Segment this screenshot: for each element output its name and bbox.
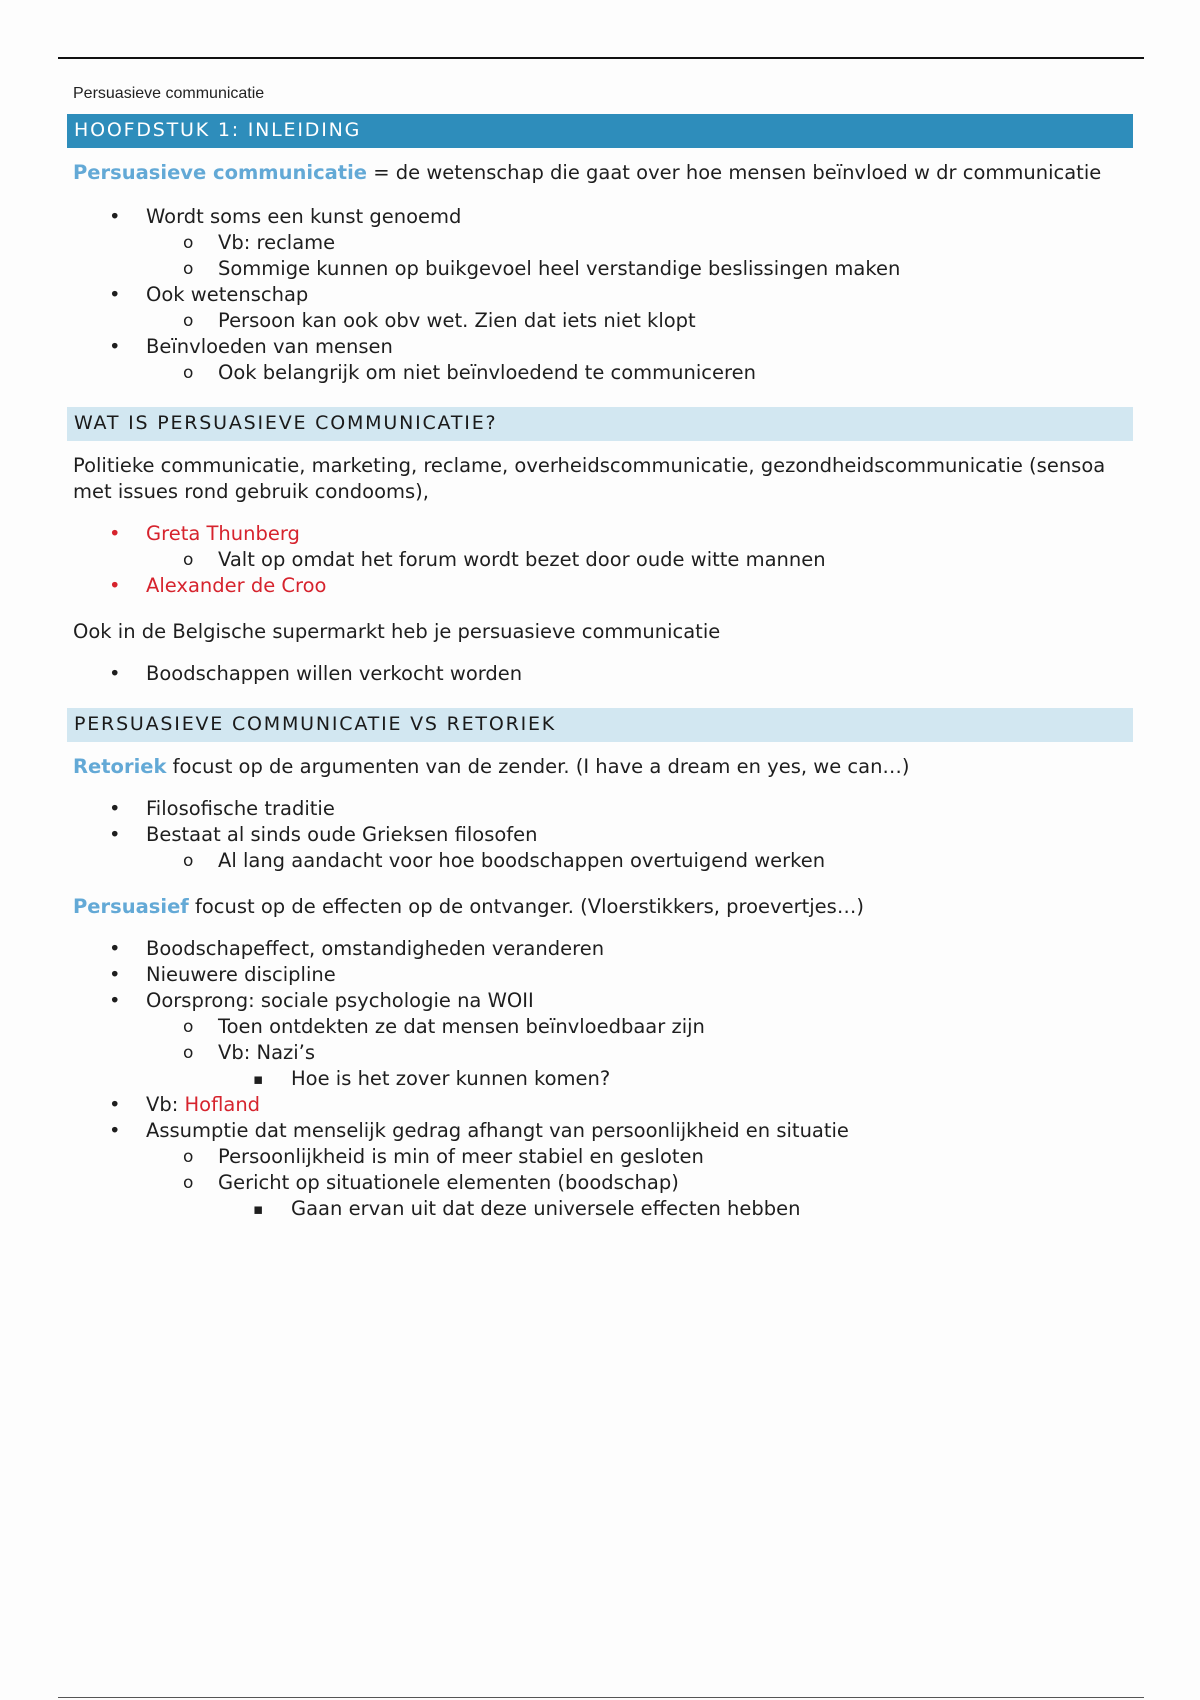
list-item: o Sommige kunnen op buikgevoel heel verstandige beslissingen maken bbox=[67, 256, 1133, 282]
list-item: o Toen ontdekten ze dat mensen beïnvloedbaar zijn bbox=[67, 1014, 1133, 1040]
section-heading: PERSUASIEVE COMMUNICATIE VS RETORIEK bbox=[67, 708, 1133, 742]
list-item: ▪ Hoe is het zover kunnen komen? bbox=[67, 1066, 1133, 1092]
list-item: • Ook wetenschap bbox=[67, 282, 1133, 308]
persuasief-term: Persuasief bbox=[73, 895, 189, 918]
list-item: o Persoon kan ook obv wet. Zien dat iets niet klopt bbox=[67, 308, 1133, 334]
list-item: • Bestaat al sinds oude Grieksen filosofen bbox=[67, 822, 1133, 848]
section-paragraph: Ook in de Belgische supermarkt heb je persuasieve communicatie bbox=[73, 620, 721, 643]
running-title: Persuasieve communicatie bbox=[73, 85, 265, 102]
list-item: • Beïnvloeden van mensen bbox=[67, 334, 1133, 360]
list-item: • Wordt soms een kunst genoemd bbox=[67, 204, 1133, 230]
definition-term: Persuasieve communicatie bbox=[73, 161, 368, 184]
intro-list bbox=[67, 204, 1133, 386]
list-item: o Vb: Nazi’s bbox=[67, 1040, 1133, 1066]
list-item: o Gericht op situationele elementen (boodschap) bbox=[67, 1170, 1133, 1196]
example-prefix: Vb: bbox=[146, 1093, 185, 1116]
list-item: o Valt op omdat het forum wordt bezet door oude witte mannen bbox=[67, 547, 1133, 573]
list-item bbox=[67, 1092, 1133, 1118]
persuasief-paragraph bbox=[73, 894, 1127, 920]
definition-paragraph bbox=[73, 160, 1127, 186]
list-item: o Vb: reclame bbox=[67, 230, 1133, 256]
list-item: • Boodschapeffect, omstandigheden veranderen bbox=[67, 936, 1133, 962]
list-item: • Filosofische traditie bbox=[67, 796, 1133, 822]
list-item: • Oorsprong: sociale psychologie na WOII bbox=[67, 988, 1133, 1014]
footer-rule bbox=[58, 1697, 1144, 1698]
list-item: • Assumptie dat menselijk gedrag afhangt van persoonlijkheid en situatie bbox=[67, 1118, 1133, 1144]
section-heading: WAT IS PERSUASIEVE COMMUNICATIE? bbox=[67, 407, 1133, 441]
retoriek-text: focust op de argumenten van de zender. (I have a dream en yes, we can…) bbox=[166, 755, 910, 778]
document-page bbox=[67, 80, 1133, 1222]
list-item: • Greta Thunberg bbox=[67, 521, 1133, 547]
retoriek-paragraph bbox=[73, 754, 1127, 780]
header-rule bbox=[58, 57, 1144, 59]
chapter-heading: HOOFDSTUK 1: INLEIDING bbox=[67, 114, 1133, 148]
list-item: • Nieuwere discipline bbox=[67, 962, 1133, 988]
persuasief-list bbox=[67, 936, 1133, 1222]
examples-list bbox=[67, 521, 1133, 599]
retoriek-list bbox=[67, 796, 1133, 874]
list-item: • Boodschappen willen verkocht worden bbox=[67, 661, 1133, 687]
list-item: o Ook belangrijk om niet beïnvloedend te communiceren bbox=[67, 360, 1133, 386]
retoriek-term: Retoriek bbox=[73, 755, 167, 778]
definition-text: = de wetenschap die gaat over hoe mensen beïnvloed w dr communicatie bbox=[367, 161, 1102, 184]
supermarket-list bbox=[67, 661, 1133, 687]
list-item: • Alexander de Croo bbox=[67, 573, 1133, 599]
persuasief-text: focust op de effecten op de ontvanger. (Vloerstikkers, proevertjes…) bbox=[188, 895, 864, 918]
list-item: o Al lang aandacht voor hoe boodschappen overtuigend werken bbox=[67, 848, 1133, 874]
list-item: ▪ Gaan ervan uit dat deze universele effecten hebben bbox=[67, 1196, 1133, 1222]
section-paragraph: Politieke communicatie, marketing, reclame, overheidscommunicatie, gezondheidscommunicatie (sensoa met issues rond gebruik condooms), bbox=[73, 454, 1106, 503]
hofland-name: Hofland bbox=[184, 1093, 261, 1116]
list-item: o Persoonlijkheid is min of meer stabiel en gesloten bbox=[67, 1144, 1133, 1170]
